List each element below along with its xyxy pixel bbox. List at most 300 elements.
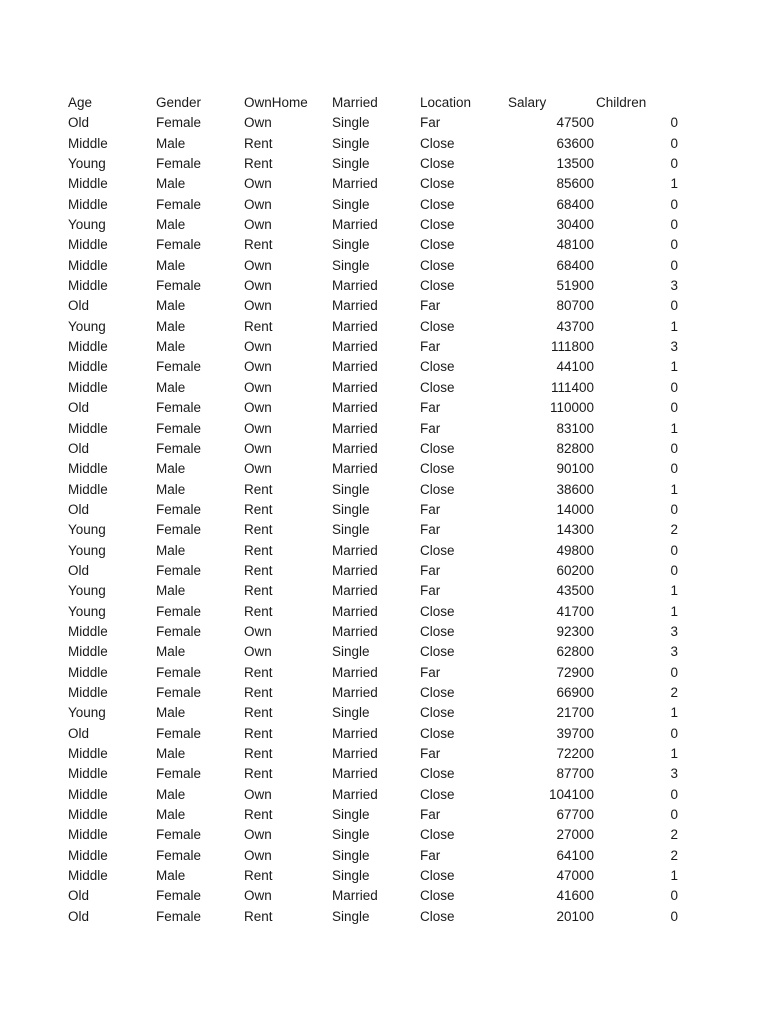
cell-gender: Male	[156, 542, 186, 558]
cell-ownhome: Rent	[244, 501, 273, 517]
cell-salary: 39700	[556, 725, 594, 741]
cell-gender: Male	[156, 868, 186, 884]
cell-married: Married	[332, 461, 378, 477]
cell-children: 0	[670, 298, 678, 314]
cell-salary: 83100	[556, 420, 594, 436]
cell-married: Married	[332, 664, 378, 680]
cell-gender: Female	[156, 501, 202, 517]
cell-gender: Female	[156, 847, 202, 863]
cell-gender: Male	[156, 135, 186, 151]
table-row	[68, 480, 684, 500]
cell-gender: Male	[156, 298, 186, 314]
cell-salary: 13500	[556, 156, 594, 172]
cell-married: Single	[332, 481, 370, 497]
table-row	[68, 581, 684, 601]
cell-married: Married	[332, 379, 378, 395]
cell-location: Close	[420, 827, 455, 843]
cell-age: Young	[68, 522, 106, 538]
cell-ownhome: Own	[244, 298, 272, 314]
cell-children: 0	[670, 237, 678, 253]
cell-ownhome: Own	[244, 115, 272, 131]
cell-age: Old	[68, 115, 90, 131]
cell-children: 1	[670, 318, 678, 334]
cell-location: Far	[420, 298, 441, 314]
header-married: Married	[332, 95, 378, 110]
table-row	[68, 317, 684, 337]
cell-location: Close	[420, 156, 455, 172]
cell-married: Single	[332, 868, 370, 884]
cell-ownhome: Own	[244, 379, 272, 395]
cell-ownhome: Own	[244, 420, 272, 436]
table-row	[68, 113, 684, 133]
cell-location: Close	[420, 868, 455, 884]
cell-location: Close	[420, 481, 455, 497]
cell-location: Far	[420, 562, 441, 578]
cell-gender: Female	[156, 664, 202, 680]
cell-location: Close	[420, 440, 455, 456]
cell-married: Married	[332, 278, 378, 294]
table-row	[68, 235, 684, 255]
cell-location: Close	[420, 237, 455, 253]
cell-salary: 111400	[550, 379, 594, 395]
cell-age: Young	[68, 217, 106, 233]
table-row	[68, 703, 684, 723]
cell-children: 0	[670, 664, 678, 680]
cell-age: Middle	[68, 135, 108, 151]
cell-gender: Female	[156, 827, 202, 843]
cell-children: 0	[670, 379, 678, 395]
cell-salary: 27000	[556, 827, 594, 843]
cell-children: 1	[670, 583, 678, 599]
cell-age: Old	[68, 562, 90, 578]
header-location: Location	[420, 95, 472, 110]
cell-ownhome: Rent	[244, 156, 273, 172]
cell-married: Married	[332, 400, 378, 416]
cell-children: 1	[670, 746, 678, 761]
cell-gender: Female	[156, 562, 202, 578]
cell-married: Single	[332, 156, 370, 172]
cell-children: 3	[670, 278, 678, 294]
cell-married: Married	[332, 684, 378, 700]
cell-children: 1	[670, 176, 678, 192]
cell-gender: Male	[156, 807, 186, 823]
cell-gender: Male	[156, 176, 186, 192]
cell-children: 0	[670, 786, 678, 802]
cell-location: Close	[420, 461, 455, 477]
cell-age: Young	[68, 318, 106, 334]
cell-gender: Male	[156, 461, 186, 477]
cell-married: Married	[332, 176, 378, 192]
cell-age: Middle	[68, 847, 108, 863]
cell-age: Middle	[68, 766, 108, 782]
cell-age: Middle	[68, 420, 108, 436]
cell-married: Single	[332, 827, 370, 843]
cell-ownhome: Own	[244, 176, 272, 192]
cell-children: 0	[670, 807, 678, 823]
cell-gender: Male	[156, 217, 186, 233]
table-row	[68, 215, 684, 235]
table-row	[68, 622, 684, 642]
cell-salary: 85600	[556, 176, 594, 192]
table-row	[68, 398, 684, 418]
cell-children: 0	[670, 217, 678, 233]
cell-location: Far	[420, 115, 441, 131]
cell-ownhome: Own	[244, 278, 272, 294]
cell-children: 1	[670, 481, 678, 497]
cell-salary: 60200	[556, 562, 594, 578]
cell-children: 3	[670, 644, 678, 660]
table-row	[68, 134, 684, 154]
cell-children: 0	[670, 888, 678, 904]
cell-gender: Female	[156, 115, 202, 131]
cell-ownhome: Rent	[244, 318, 273, 334]
cell-location: Far	[420, 400, 441, 416]
table-row	[68, 785, 684, 805]
cell-age: Old	[68, 908, 90, 924]
cell-ownhome: Rent	[244, 542, 273, 558]
cell-ownhome: Rent	[244, 746, 273, 761]
cell-location: Close	[420, 705, 455, 721]
cell-children: 3	[670, 623, 678, 639]
cell-age: Middle	[68, 664, 108, 680]
table-row	[68, 500, 684, 520]
table-row	[68, 154, 684, 174]
cell-gender: Female	[156, 156, 202, 172]
table-row	[68, 541, 684, 561]
cell-ownhome: Own	[244, 623, 272, 639]
table-row	[68, 276, 684, 296]
cell-location: Close	[420, 359, 455, 375]
cell-salary: 80700	[556, 298, 594, 314]
cell-age: Middle	[68, 684, 108, 700]
table-row	[68, 419, 684, 439]
cell-ownhome: Own	[244, 400, 272, 416]
cell-salary: 43700	[556, 318, 594, 334]
cell-married: Single	[332, 705, 370, 721]
cell-married: Married	[332, 562, 378, 578]
cell-age: Young	[68, 603, 106, 619]
cell-age: Middle	[68, 176, 108, 192]
table-row	[68, 296, 684, 316]
cell-ownhome: Own	[244, 786, 272, 802]
cell-age: Old	[68, 400, 90, 416]
cell-ownhome: Rent	[244, 807, 273, 823]
cell-married: Married	[332, 542, 378, 558]
header-row	[68, 93, 684, 113]
cell-ownhome: Rent	[244, 868, 273, 884]
cell-married: Single	[332, 522, 370, 538]
cell-married: Single	[332, 644, 370, 660]
cell-ownhome: Own	[244, 359, 272, 375]
cell-gender: Female	[156, 684, 202, 700]
cell-age: Middle	[68, 868, 108, 884]
cell-age: Old	[68, 298, 90, 314]
cell-age: Old	[68, 440, 90, 456]
cell-salary: 41600	[556, 888, 594, 904]
cell-salary: 90100	[556, 461, 594, 477]
cell-salary: 44100	[556, 359, 594, 375]
cell-ownhome: Rent	[244, 603, 273, 619]
cell-location: Close	[420, 135, 455, 151]
cell-location: Close	[420, 379, 455, 395]
cell-age: Middle	[68, 237, 108, 253]
cell-children: 0	[670, 542, 678, 558]
cell-children: 0	[670, 196, 678, 212]
cell-salary: 64100	[556, 847, 594, 863]
cell-ownhome: Own	[244, 847, 272, 863]
cell-gender: Female	[156, 603, 202, 619]
cell-gender: Male	[156, 257, 186, 273]
cell-ownhome: Rent	[244, 705, 273, 721]
cell-salary: 110000	[549, 400, 594, 416]
cell-age: Middle	[68, 196, 108, 212]
cell-age: Young	[68, 705, 106, 721]
cell-salary: 67700	[556, 807, 594, 823]
cell-location: Close	[420, 644, 455, 660]
cell-children: 0	[670, 461, 678, 477]
cell-married: Married	[332, 359, 378, 375]
cell-age: Middle	[68, 379, 108, 395]
cell-children: 2	[670, 522, 678, 538]
cell-gender: Female	[156, 400, 202, 416]
cell-gender: Male	[156, 583, 186, 599]
cell-children: 1	[670, 420, 678, 436]
cell-location: Close	[420, 888, 455, 904]
cell-age: Middle	[68, 461, 108, 477]
cell-gender: Female	[156, 766, 202, 782]
cell-ownhome: Rent	[244, 664, 273, 680]
cell-children: 2	[670, 684, 678, 700]
cell-location: Close	[420, 542, 455, 558]
cell-married: Single	[332, 257, 370, 273]
cell-married: Married	[332, 318, 378, 334]
table-row	[68, 846, 684, 866]
cell-married: Married	[332, 786, 378, 802]
cell-age: Old	[68, 501, 90, 517]
cell-married: Single	[332, 115, 370, 131]
cell-ownhome: Own	[244, 461, 272, 477]
table-row	[68, 520, 684, 540]
table-row	[68, 174, 684, 194]
table-row	[68, 724, 684, 744]
cell-location: Far	[420, 583, 441, 599]
cell-gender: Female	[156, 725, 202, 741]
cell-gender: Male	[156, 705, 186, 721]
cell-salary: 63600	[556, 135, 594, 151]
cell-ownhome: Rent	[244, 562, 273, 578]
data-table	[68, 93, 684, 927]
cell-children: 0	[670, 135, 678, 151]
cell-salary: 47500	[556, 115, 594, 131]
cell-gender: Female	[156, 440, 202, 456]
cell-gender: Male	[156, 786, 186, 802]
cell-married: Single	[332, 847, 370, 863]
cell-salary: 62800	[556, 644, 594, 660]
table-row	[68, 683, 684, 703]
cell-salary: 47000	[556, 868, 594, 884]
cell-salary: 72200	[556, 746, 594, 761]
cell-salary: 38600	[556, 481, 594, 497]
cell-ownhome: Rent	[244, 481, 273, 497]
table-row	[68, 337, 684, 357]
cell-ownhome: Own	[244, 644, 272, 660]
cell-ownhome: Rent	[244, 522, 273, 538]
cell-location: Close	[420, 623, 455, 639]
cell-ownhome: Rent	[244, 237, 273, 253]
cell-ownhome: Rent	[244, 725, 273, 741]
cell-age: Middle	[68, 827, 108, 843]
cell-location: Close	[420, 603, 455, 619]
cell-ownhome: Own	[244, 257, 272, 273]
cell-location: Close	[420, 786, 455, 802]
cell-location: Far	[420, 664, 441, 680]
header-salary: Salary	[508, 95, 547, 110]
cell-children: 1	[670, 705, 678, 721]
cell-married: Married	[332, 298, 378, 314]
cell-age: Middle	[68, 339, 108, 355]
cell-salary: 111800	[550, 339, 594, 355]
cell-married: Single	[332, 237, 370, 253]
cell-children: 3	[670, 339, 678, 355]
cell-salary: 48100	[556, 237, 594, 253]
cell-location: Far	[420, 522, 441, 538]
table-row	[68, 764, 684, 784]
cell-gender: Female	[156, 278, 202, 294]
cell-salary: 14300	[556, 522, 594, 538]
table-row	[68, 378, 684, 398]
cell-salary: 21700	[556, 705, 594, 721]
cell-gender: Male	[156, 379, 186, 395]
cell-location: Close	[420, 176, 455, 192]
cell-children: 0	[670, 156, 678, 172]
table-row	[68, 744, 684, 764]
cell-age: Middle	[68, 786, 108, 802]
cell-salary: 30400	[556, 217, 594, 233]
cell-location: Close	[420, 684, 455, 700]
cell-age: Middle	[68, 644, 108, 660]
cell-married: Married	[332, 725, 378, 741]
cell-salary: 41700	[556, 603, 594, 619]
cell-children: 0	[670, 908, 678, 924]
cell-location: Close	[420, 278, 455, 294]
cell-married: Single	[332, 135, 370, 151]
cell-salary: 51900	[556, 278, 594, 294]
cell-married: Married	[332, 746, 378, 761]
cell-ownhome: Rent	[244, 583, 273, 599]
cell-ownhome: Rent	[244, 908, 273, 924]
cell-salary: 72900	[556, 664, 594, 680]
cell-location: Close	[420, 217, 455, 233]
cell-salary: 68400	[556, 257, 594, 273]
cell-ownhome: Rent	[244, 135, 273, 151]
cell-married: Single	[332, 501, 370, 517]
cell-salary: 14000	[556, 501, 594, 517]
table-row	[68, 866, 684, 886]
cell-gender: Female	[156, 359, 202, 375]
table-body	[68, 113, 684, 927]
cell-gender: Female	[156, 237, 202, 253]
cell-ownhome: Rent	[244, 766, 273, 782]
cell-children: 1	[670, 868, 678, 884]
cell-location: Close	[420, 257, 455, 273]
cell-married: Married	[332, 603, 378, 619]
cell-married: Single	[332, 807, 370, 823]
cell-ownhome: Own	[244, 196, 272, 212]
table-header	[68, 93, 684, 113]
table-row	[68, 439, 684, 459]
cell-salary: 68400	[556, 196, 594, 212]
cell-children: 1	[670, 359, 678, 375]
cell-children: 0	[670, 440, 678, 456]
cell-salary: 92300	[556, 623, 594, 639]
table-row	[68, 907, 684, 927]
header-ownhome: OwnHome	[244, 95, 308, 110]
cell-age: Middle	[68, 359, 108, 375]
cell-children: 1	[670, 603, 678, 619]
cell-married: Married	[332, 888, 378, 904]
cell-salary: 49800	[556, 542, 594, 558]
cell-children: 0	[670, 257, 678, 273]
cell-age: Old	[68, 725, 90, 741]
cell-location: Close	[420, 725, 455, 741]
cell-age: Middle	[68, 278, 108, 294]
cell-ownhome: Own	[244, 888, 272, 904]
cell-gender: Male	[156, 339, 186, 355]
table-row	[68, 825, 684, 845]
cell-gender: Female	[156, 908, 202, 924]
cell-location: Far	[420, 501, 441, 517]
cell-married: Married	[332, 217, 378, 233]
cell-ownhome: Own	[244, 339, 272, 355]
cell-gender: Female	[156, 623, 202, 639]
cell-age: Middle	[68, 807, 108, 823]
table-row	[68, 602, 684, 622]
cell-age: Young	[68, 583, 106, 599]
cell-location: Close	[420, 766, 455, 782]
cell-married: Married	[332, 623, 378, 639]
cell-salary: 87700	[556, 766, 594, 782]
cell-married: Married	[332, 420, 378, 436]
cell-children: 0	[670, 400, 678, 416]
cell-location: Far	[420, 807, 441, 823]
cell-children: 0	[670, 562, 678, 578]
cell-married: Married	[332, 583, 378, 599]
cell-location: Close	[420, 196, 455, 212]
cell-children: 3	[670, 766, 678, 782]
cell-salary: 20100	[556, 908, 594, 924]
cell-gender: Female	[156, 522, 202, 538]
cell-children: 0	[670, 725, 678, 741]
cell-children: 2	[670, 827, 678, 843]
cell-children: 2	[670, 847, 678, 863]
cell-children: 0	[670, 115, 678, 131]
cell-ownhome: Own	[244, 440, 272, 456]
cell-salary: 82800	[556, 440, 594, 456]
cell-married: Married	[332, 766, 378, 782]
cell-salary: 104100	[548, 786, 594, 802]
table-row	[68, 642, 684, 662]
cell-children: 0	[670, 501, 678, 517]
cell-age: Middle	[68, 746, 108, 761]
cell-age: Middle	[68, 257, 108, 273]
cell-gender: Male	[156, 644, 186, 660]
cell-age: Middle	[68, 623, 108, 639]
header-children: Children	[596, 95, 647, 110]
cell-married: Single	[332, 908, 370, 924]
cell-married: Married	[332, 339, 378, 355]
cell-gender: Male	[156, 318, 186, 334]
cell-age: Young	[68, 542, 106, 558]
